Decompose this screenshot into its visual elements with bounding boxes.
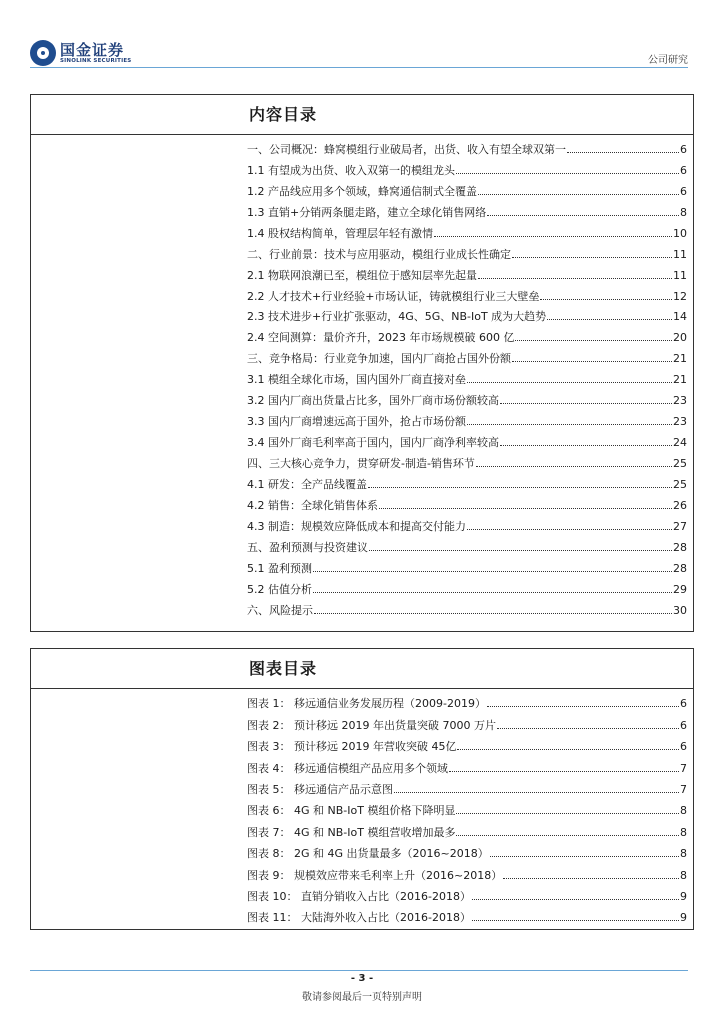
dot-leader [369,550,672,551]
figures-list [31,689,693,924]
contents-entry[interactable] [31,261,693,282]
contents-entry-page: 6 [680,184,687,198]
contents-entry-title: 4.1 研发：全产品线覆盖 [247,477,367,491]
figure-entry-page: 8 [680,825,687,839]
figure-entry-title: 图表 4： 移远通信模组产品应用多个领域 [247,761,448,775]
figures-table [30,648,694,930]
contents-entry-page: 6 [680,142,687,156]
figure-entry-page: 8 [680,804,687,818]
contents-entry[interactable] [31,449,693,470]
contents-entry-title: 4.3 制造：规模效应降低成本和提高交付能力 [247,519,466,533]
figure-entry-title: 图表 8： 2G 和 4G 出货量最多（2016~2018） [247,847,489,861]
dot-leader [547,319,672,320]
contents-entry-page: 14 [673,310,687,324]
dot-leader [467,382,672,383]
dot-leader [456,813,679,814]
dot-leader [456,173,679,174]
contents-entry-page: 11 [673,268,687,282]
contents-entry[interactable] [31,365,693,386]
dot-leader [467,529,672,530]
logo-text [60,42,131,65]
contents-entry[interactable] [31,428,693,449]
contents-entry[interactable] [31,303,693,324]
contents-entry[interactable] [31,135,693,156]
brand-name-en: SINOLINK SECURITIES [60,57,132,64]
figure-entry[interactable] [31,710,693,731]
contents-entry[interactable] [31,219,693,240]
contents-entry-title: 4.2 销售：全球化销售体系 [247,498,378,512]
figure-entry-page: 8 [680,847,687,861]
footer-disclaimer: 敬请参阅最后一页特别声明 [302,992,422,1003]
dot-leader [394,792,679,793]
contents-entry-title: 一、公司概况：蜂窝模组行业破局者，出货、收入有望全球双第一 [247,142,566,156]
dot-leader [540,299,672,300]
figure-entry-title: 图表 7： 4G 和 NB-IoT 模组营收增加最多 [247,825,456,839]
contents-entry-page: 10 [673,226,687,240]
dot-leader [487,706,679,707]
figure-entry-page: 7 [680,761,687,775]
contents-entry-title: 3.4 国外厂商毛利率高于国内，国内厂商净利率较高 [247,436,499,450]
contents-entry[interactable] [31,512,693,533]
contents-list [31,135,693,617]
contents-entry-title: 5.1 盈利预测 [247,561,312,575]
figure-entry[interactable] [31,903,693,924]
figure-entry[interactable] [31,753,693,774]
figure-entry-title: 图表 3： 预计移远 2019 年营收突破 45亿 [247,740,457,754]
contents-entry-page: 21 [673,352,687,366]
contents-entry-page: 26 [673,498,687,512]
dot-leader [456,835,679,836]
dot-leader [500,445,672,446]
contents-entry-page: 30 [673,603,687,617]
contents-entry[interactable] [31,491,693,512]
contents-entry-title: 2.3 技术进步+行业扩张驱动，4G、5G、NB-IoT 成为大趋势 [247,310,547,324]
brand-logo [30,40,131,66]
figure-entry-page: 8 [680,868,687,882]
dot-leader [476,466,672,467]
contents-entry[interactable] [31,386,693,407]
page-header [0,0,724,74]
brand-name-cn: 国金证券 [60,40,125,59]
dot-leader [434,236,672,237]
contents-entry[interactable] [31,470,693,491]
contents-entry[interactable] [31,344,693,365]
report-section: 公司研究 [648,55,688,66]
figure-entry-page: 9 [680,911,687,925]
contents-entry[interactable] [31,596,693,617]
contents-entry-page: 12 [673,289,687,303]
figure-entry-title: 图表 10： 直销分销收入占比（2016-2018） [247,889,471,903]
figure-entry-page: 7 [680,782,687,796]
contents-entry-title: 三、竞争格局：行业竞争加速，国内厂商抢占国外份额 [247,352,511,366]
contents-entry-title: 2.2 人才技术+行业经验+市场认证，铸就模组行业三大壁垒 [247,289,540,303]
figure-entry[interactable] [31,689,693,710]
figure-entry-title: 图表 6： 4G 和 NB-IoT 模组价格下降明显 [247,804,456,818]
dot-leader [497,728,679,729]
contents-entry-title: 2.4 空间测算：量价齐升，2023 年市场规模破 600 亿 [247,331,515,345]
dot-leader [478,278,672,279]
dot-leader [512,257,672,258]
contents-entry-page: 25 [673,457,687,470]
header-divider [30,67,688,68]
figure-entry-title: 图表 2： 预计移远 2019 年出货量突破 7000 万片 [247,718,496,732]
contents-entry-page: 20 [673,331,687,345]
dot-leader [500,403,672,404]
contents-entry-title: 2.1 物联网浪潮已至，模组位于感知层率先起量 [247,268,477,282]
dot-leader [490,856,679,857]
contents-entry-title: 1.2 产品线应用多个领域，蜂窝通信制式全覆盖 [247,184,477,198]
contents-entry-page: 21 [673,373,687,387]
page-number: - 3 - [350,973,374,984]
contents-entry-page: 28 [673,540,687,554]
dot-leader [472,920,679,921]
figure-entry[interactable] [31,860,693,881]
contents-entry[interactable] [31,323,693,344]
contents-entry-title: 二、行业前景：技术与应用驱动，模组行业成长性确定 [247,247,511,261]
contents-entry-title: 1.3 直销+分销两条腿走路，建立全球化销售网络 [247,205,487,219]
contents-entry-page: 6 [680,163,687,177]
contents-entry-page: 23 [673,415,687,429]
contents-entry[interactable] [31,156,693,177]
footer-divider [30,970,688,971]
figure-entry-title: 图表 5： 移远通信产品示意图 [247,782,393,796]
figure-entry[interactable] [31,882,693,903]
figure-entry-page: 6 [680,718,687,732]
contents-entry-title: 3.3 国内厂商增速远高于国外，抢占市场份额 [247,415,466,429]
figure-entry-page: 6 [680,697,687,711]
dot-leader [503,878,679,879]
figure-entry-page: 9 [680,889,687,903]
dot-leader [457,749,679,750]
dot-leader [368,487,672,488]
contents-table [30,94,694,632]
contents-entry-title: 3.1 模组全球化市场，国内国外厂商直接对垒 [247,373,466,387]
contents-entry-title: 六、风险提示 [247,603,313,617]
dot-leader [379,508,672,509]
contents-title: 内容目录 [31,95,693,135]
logo-mark-icon [30,40,56,66]
contents-entry-title: 五、盈利预测与投资建议 [247,540,368,554]
figure-entry-title: 图表 1： 移远通信业务发展历程（2009-2019） [247,697,486,711]
dot-leader [472,899,679,900]
contents-entry-title: 5.2 估值分析 [247,582,312,596]
contents-entry-page: 23 [673,394,687,408]
dot-leader [449,771,679,772]
contents-entry-title: 1.4 股权结构简单，管理层年轻有激情 [247,226,433,240]
figure-entry-page: 6 [680,740,687,754]
contents-entry-title: 3.2 国内厂商出货量占比多，国外厂商市场份额较高 [247,394,499,408]
contents-entry-page: 8 [680,205,687,219]
dot-leader [467,424,672,425]
contents-entry[interactable] [31,282,693,303]
contents-entry[interactable] [31,177,693,198]
contents-entry-page: 24 [673,436,687,450]
contents-entry-page: 27 [673,519,687,533]
contents-entry[interactable] [31,533,693,554]
dot-leader [478,194,679,195]
dot-leader [515,340,672,341]
dot-leader [567,152,679,153]
dot-leader [487,215,679,216]
dot-leader [313,571,672,572]
figure-entry[interactable] [31,817,693,838]
figure-entry-title: 图表 9： 规模效应带来毛利率上升（2016~2018） [247,868,503,882]
contents-entry[interactable] [31,554,693,575]
figure-entry[interactable] [31,796,693,817]
dot-leader [512,361,672,362]
contents-entry[interactable] [31,575,693,596]
figure-entry[interactable] [31,839,693,860]
contents-entry[interactable] [31,240,693,261]
dot-leader [314,613,672,614]
figure-entry[interactable] [31,775,693,796]
contents-entry-title: 1.1 有望成为出货、收入双第一的模组龙头 [247,163,455,177]
contents-entry[interactable] [31,407,693,428]
contents-entry[interactable] [31,198,693,219]
contents-entry-page: 11 [673,247,687,261]
figures-title: 图表目录 [31,649,693,689]
contents-entry-page: 28 [673,561,687,575]
figure-entry-title: 图表 11： 大陆海外收入占比（2016-2018） [247,911,471,925]
dot-leader [313,592,672,593]
contents-entry-page: 25 [673,477,687,491]
contents-entry-page: 29 [673,582,687,596]
figure-entry[interactable] [31,732,693,753]
contents-entry-title: 四、三大核心竞争力，贯穿研发-制造-销售环节 [247,457,475,470]
